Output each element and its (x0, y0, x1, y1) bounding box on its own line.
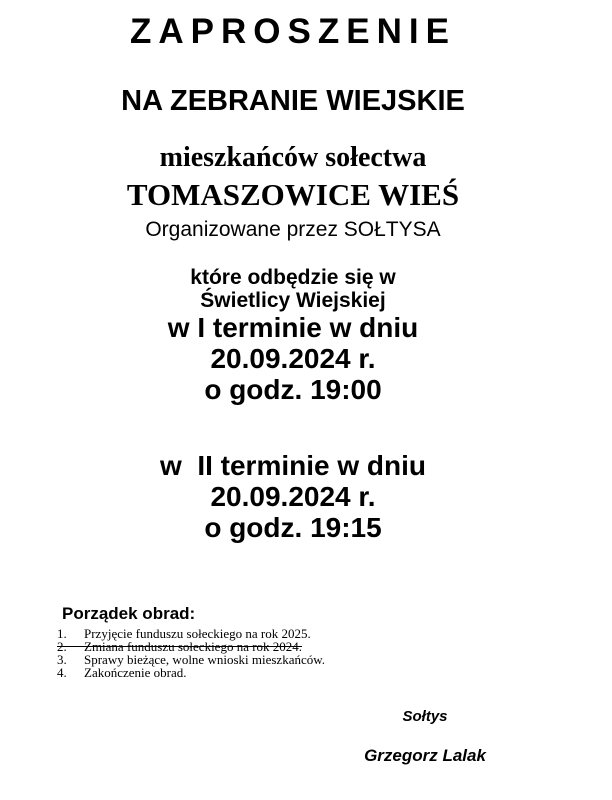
audience-line: mieszkańców sołectwa (159, 142, 427, 173)
second-term-date: 20.09.2024 r. (210, 481, 376, 512)
second-term-time: o godz. 19:15 (204, 512, 382, 543)
agenda-item-4 (57, 666, 612, 679)
organizer-line: Organizowane przez SOŁTYSA (145, 218, 441, 241)
signature-role: Sołtys (402, 708, 448, 725)
signature-name: Grzegorz Lalak (364, 746, 486, 765)
first-term-time: o godz. 19:00 (204, 374, 382, 405)
signature-block (325, 708, 525, 766)
agenda-item-3-text: Sprawy bieżące, wolne wnioski mieszkańców. (84, 652, 326, 667)
agenda-item-4-row (57, 666, 187, 679)
first-term-block (0, 312, 586, 405)
document-subtitle: NA ZEBRANIE WIEJSKIE (121, 85, 465, 117)
agenda-list (57, 627, 612, 679)
agenda-item-4-text: Zakończenie obrad. (84, 665, 187, 680)
agenda-item-2-number: 2. (57, 639, 67, 654)
agenda-item-1-number: 1. (57, 626, 67, 641)
agenda-item-3-number: 3. (57, 652, 67, 667)
document-title: ZAPROSZENIE (130, 12, 456, 51)
first-term-intro: w I terminie w dniu (167, 312, 419, 343)
venue-intro: które odbędzie się w (190, 266, 396, 289)
second-term-block (0, 450, 586, 543)
agenda-item-1-text: Przyjęcie funduszu sołeckiego na rok 2025. (84, 626, 311, 641)
agenda-item-4-number: 4. (57, 665, 67, 680)
agenda-section (0, 603, 612, 679)
venue-name: Świetlicy Wiejskiej (200, 289, 386, 312)
agenda-item-2-text: Zmiana funduszu sołeckiego na rok 2024. (84, 639, 303, 654)
agenda-heading: Porządek obrad: (62, 604, 196, 623)
village-name: TOMASZOWICE WIEŚ (126, 177, 460, 212)
first-term-date: 20.09.2024 r. (210, 343, 376, 374)
second-term-intro: w II terminie w dniu (159, 450, 427, 481)
